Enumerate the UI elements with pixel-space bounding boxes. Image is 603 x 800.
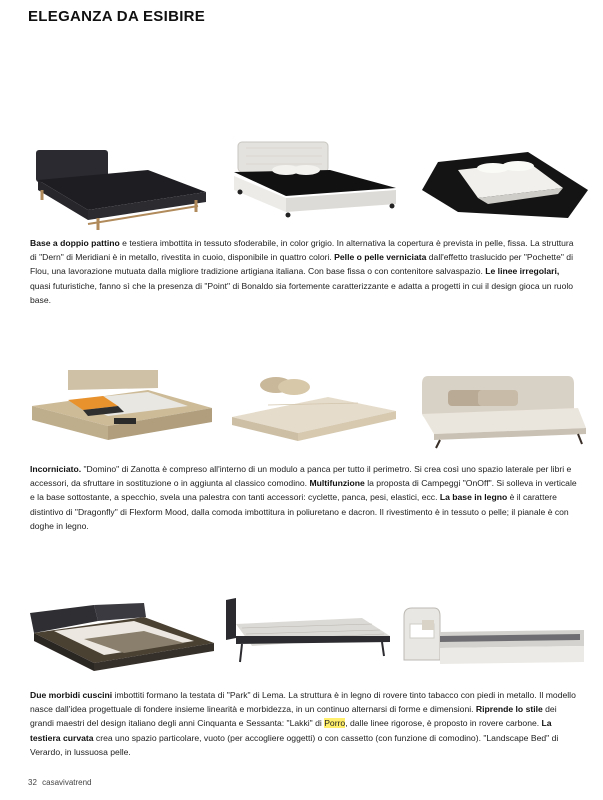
caption-text: "Domino" di Zanotta è compreso all'interno di un modulo a panca per tutto il perimetro. Si crea così uno spazio laterale per libri e accessori, da sfruttare in sostituzione o in aggiunta al classico comodino. bbox=[30, 464, 572, 489]
page-footer bbox=[28, 778, 92, 787]
caption-text: è il carattere distintivo di "Dragonfly" di Flexform Mood, dalla comoda imbottitura in poliuretano e dacron. Il rivestimento è in tessuto o pelle; il pianale è con doghe in legno. bbox=[30, 492, 569, 531]
bed-image-park bbox=[24, 603, 216, 678]
caption-text: crea uno spazio particolare, vuoto (per accogliere oggetti) o con cassetto (con funzione di comodino). "Landscape Bed" di Verardo, in lussuosa pelle. bbox=[30, 732, 559, 757]
bed-image-point bbox=[418, 150, 590, 225]
caption-bold: La testiera curvata bbox=[30, 718, 552, 743]
bed-image-pochette bbox=[226, 140, 401, 220]
bed-image-domino bbox=[28, 368, 213, 443]
caption-bold: Incorniciato. bbox=[30, 464, 82, 474]
caption-text: e testiera imbottita in tessuto sfoderabile, in color grigio. In alternativa la copertura è prevista in pelle, fissa. La struttura di "Dern" di Meridiani è in metallo, rivestita in cuoio, disponibile in quattro colori. bbox=[30, 238, 574, 263]
caption-section-3 bbox=[30, 688, 582, 759]
caption-bold: Pelle o pelle verniciata bbox=[334, 252, 427, 263]
bed-image-onoff bbox=[228, 375, 398, 445]
caption-text: quasi futuristiche, fanno sì che la presenza di "Point" di Bonaldo sia fortemente caratterizzante e adatta a progetti in cui il design gioca un ruolo base. bbox=[30, 280, 574, 305]
caption-bold: Le linee irregolari, bbox=[485, 266, 560, 277]
caption-text: la proposta di Campeggi "OnOff". Si solleva in verticale e la base sottostante, a specchio, svela una palestra con tanti accessori: cyclette, panca, pesi, elastici, ecc. bbox=[30, 478, 577, 503]
caption-text: dall'effetto traslucido per "Pochette" di Flou, una lavorazione mutuata dalla migliore tradizione artigiana italiana. Con base fissa o con contenitore salvaspazio. bbox=[30, 252, 573, 277]
page-title: ELEGANZA DA ESIBIRE bbox=[28, 8, 206, 25]
caption-text: , dalle linee rigorose, è proposto in rovere carbone. bbox=[345, 718, 542, 729]
caption-bold: Due morbidi cuscini bbox=[30, 690, 113, 700]
page-number: 32 bbox=[28, 778, 37, 787]
caption-text: imbottiti formano la testata di "Park" di Lema. La struttura è in legno di rovere tinto tabacco con piedi in metallo. Il modello nasce dall'idea progettuale di fondere insieme linearità e morbidezza, in un continuo alternarsi di forme e dimensioni. bbox=[30, 690, 576, 715]
caption-bold: Multifunzione bbox=[309, 478, 365, 489]
caption-section-1 bbox=[30, 236, 582, 307]
caption-bold: Riprende lo stile bbox=[475, 704, 543, 715]
magazine-name: casavivatrend bbox=[42, 778, 92, 787]
bed-image-dragonfly bbox=[418, 372, 590, 450]
bed-image-dern bbox=[28, 140, 208, 230]
caption-section-2 bbox=[30, 462, 582, 533]
highlighted-word: Porro bbox=[324, 718, 346, 729]
bed-image-landscape bbox=[400, 606, 586, 672]
caption-text: dei grandi maestri del design italiano degli anni Cinquanta e Sessanta: "Lakki" di bbox=[30, 704, 557, 729]
caption-bold: Base a doppio pattino bbox=[30, 238, 120, 248]
caption-bold: La base in legno bbox=[439, 492, 508, 503]
bed-image-lakki bbox=[222, 596, 394, 678]
